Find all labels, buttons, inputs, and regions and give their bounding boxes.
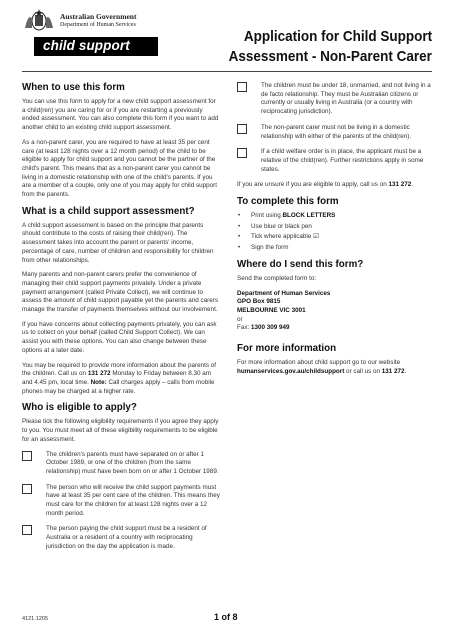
address-line: MELBOURNE VIC 3001 — [237, 306, 306, 314]
more-info-end: . — [404, 367, 407, 375]
what-paragraph-3: If you have concerns about collecting payments privately, you can ask us to collect on your behalf (called Child Support Collect). We can assist you with these options. You can also change between these options at a later date. — [22, 320, 217, 354]
instructions-list — [237, 212, 433, 253]
eligibility-checkbox[interactable] — [237, 124, 247, 134]
what-heading: What is a child support assessment? — [22, 205, 195, 217]
what-paragraph-2: Many parents and non-parent carers prefer the convenience of managing their child support payments privately. Under a private payment arrangement (called Private Collect), we will continue to assess the amount of child support payable yet the parents and carers manage the transfer of payments themselves without our involvement. — [22, 271, 219, 314]
more-info-text: For more information about child support go to our website — [237, 359, 401, 367]
eligibility-item — [237, 124, 433, 141]
what-paragraph-1: A child support assessment is based on the principle that parents should contribute to the costs of raising their child(ren). The assessment takes into account the parent or parents' income, percentage of care, number of children and responsibility for children from other relationships. — [22, 221, 214, 264]
bullet-emphasis: BLOCK LETTERS — [282, 212, 336, 220]
eligible-heading: Who is eligible to apply? — [22, 402, 137, 414]
bullet-text: Tick where applicable ☑ — [251, 233, 319, 241]
fax-label: Fax: — [237, 324, 251, 332]
eligibility-text: The person who will receive the child support payments must have at least 35 per cent care of the children. This means they must care for the children for at least 128 nights over a 12 month period. — [46, 483, 220, 517]
eligibility-text: The children must be under 18, unmarried, and not living in a de facto relationship. They must be Australian citizens or currently or usually living in Australia (or a country with reciprocating jurisdiction). — [261, 82, 431, 116]
when-paragraph-2: As a non-parent carer, you are required to have at least 35 per cent care (at least 128 nights over a 12 month period) of the child to be eligible to apply for child support and you cannot be the partner of the child's parent. This means that as a non-parent carer you cannot be living in a domestic relationship with one of the child's parents. If you are a member of a couple, only one of you may apply for child support from the parents. — [22, 138, 217, 199]
what-p4-text-a: You may be required to provide more information about the parents of the children. Call us on — [22, 361, 217, 378]
eligibility-checkbox[interactable] — [22, 484, 32, 494]
note-label: Note: — [90, 378, 107, 386]
bullet-text: Print using — [251, 212, 283, 220]
list-item — [237, 212, 433, 221]
more-info-paragraph — [237, 359, 433, 376]
eligibility-text: If a child welfare order is in place, the applicant must be a relative of the child(ren). Further restrictions apply in some states. — [261, 148, 424, 173]
send-heading: Where do I send this form? — [237, 258, 364, 270]
address-line: Department of Human Services — [237, 289, 331, 297]
eligibility-text: The non-parent carer must not be living in a domestic relationship with either of the parents of the child(ren). — [261, 123, 412, 140]
eligibility-item — [22, 525, 220, 551]
eligibility-text: The person paying the child support must be a resident of Australia or a resident of a country with reciprocating jurisdiction on the day the application is made. — [46, 525, 207, 550]
unsure-end: . — [411, 181, 413, 189]
form-title-line-1: Application for Child Support — [243, 28, 432, 45]
government-name: Australian Government — [60, 12, 137, 21]
list-item — [237, 244, 433, 253]
eligible-intro: Please tick the following eligibility requirements if you agree they apply to you. You must meet all of these eligibility requirements to be eligible for an assessment. — [22, 418, 219, 443]
complete-heading: To complete this form — [237, 196, 339, 208]
when-heading: When to use this form — [22, 82, 125, 93]
what-paragraph-4 — [22, 362, 220, 397]
list-item — [237, 233, 433, 242]
or-label: or — [237, 315, 243, 323]
phone-number: 131 272 — [87, 370, 111, 378]
send-intro: Send the completed form to: — [237, 274, 317, 282]
eligibility-checkbox[interactable] — [22, 525, 32, 535]
form-code: 4121.1205 — [22, 616, 48, 622]
more-info-heading: For more information — [237, 343, 337, 355]
department-name: Department of Human Services — [60, 22, 136, 28]
bullet-icon: • — [238, 212, 241, 220]
bullet-icon: • — [238, 233, 241, 241]
page-header — [22, 8, 432, 70]
more-info-text-b: or call us on — [344, 367, 382, 375]
eligibility-text: The children's parents must have separated on or after 1 October 1989, or one of the children (from the same relationship) must have been born on or after 1 October 1989. — [46, 450, 219, 475]
list-item — [237, 223, 433, 232]
left-column — [22, 82, 220, 559]
eligibility-checkbox[interactable] — [237, 82, 247, 92]
fax-line — [237, 324, 433, 333]
website-link[interactable]: humanservices.gov.au/childsupport — [237, 367, 345, 375]
when-paragraph-1: You can use this form to apply for a new child support assessment for a child(ren) you are caring for or if you are restarting a previously ended assessment. You can also complete this form if you want to add another child to an existing child support assessment. — [22, 98, 219, 132]
eligibility-item — [237, 148, 433, 174]
phone-number: 131 272 — [388, 181, 412, 189]
eligibility-item — [237, 82, 433, 117]
bullet-text: Use blue or black pen — [251, 222, 312, 230]
form-title-line-2: Assessment - Non-Parent Carer — [228, 48, 432, 65]
child-support-logo: child support — [34, 37, 158, 56]
bullet-icon: • — [238, 244, 241, 252]
eligibility-checkbox[interactable] — [237, 148, 247, 158]
header-divider — [22, 71, 432, 72]
page-number: 1 of 8 — [214, 612, 238, 622]
fax-number: 1300 309 949 — [251, 324, 290, 332]
what-p4-text-b: Monday to Friday between 8.30 am and 4.45 pm, local time. — [22, 370, 212, 386]
postal-address — [237, 290, 433, 334]
eligibility-item — [22, 451, 220, 477]
coat-of-arms-icon — [22, 8, 56, 34]
address-line: GPO Box 9815 — [237, 298, 281, 306]
unsure-text: If you are unsure if you are eligible to apply, call us on — [237, 181, 389, 189]
eligibility-checkbox[interactable] — [22, 451, 32, 461]
phone-number: 131 272 — [381, 367, 405, 375]
right-column — [237, 82, 433, 382]
eligibility-item — [22, 484, 220, 519]
bullet-text: Sign the form — [251, 244, 289, 252]
unsure-paragraph — [237, 181, 433, 190]
what-p4-text-c: Call charges apply – calls from mobile phones may be charged at a higher rate. — [22, 378, 215, 395]
bullet-icon: • — [238, 222, 241, 230]
